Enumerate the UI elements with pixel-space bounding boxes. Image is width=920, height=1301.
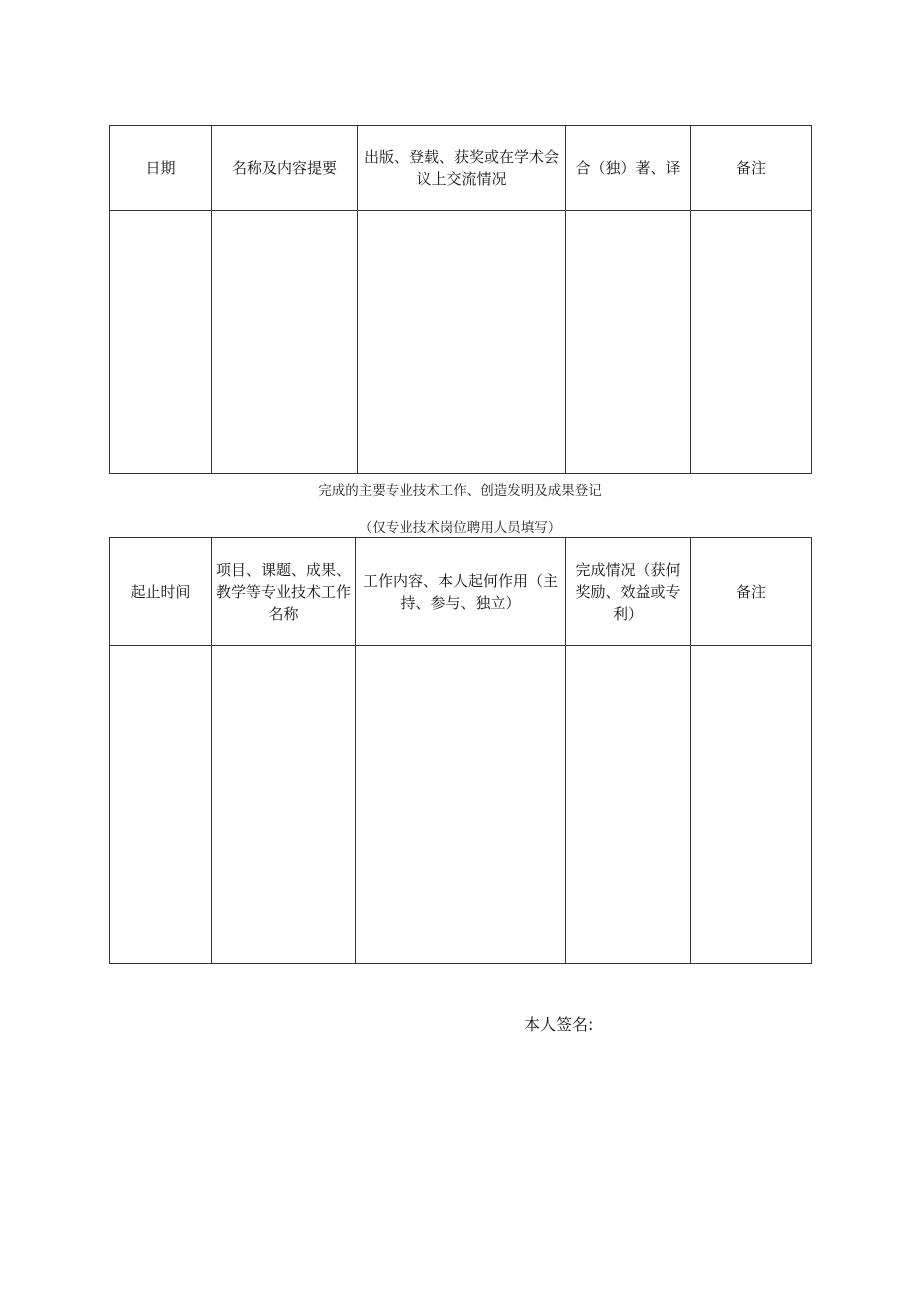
cell-project-name[interactable] [212, 646, 356, 964]
header-project-name: 项目、课题、成果、教学等专业技术工作名称 [212, 538, 356, 646]
table-header-row [110, 538, 812, 646]
cell-period[interactable] [110, 646, 212, 964]
table-header-row [110, 126, 812, 211]
cell-date[interactable] [110, 211, 212, 474]
signature-label: 本人签名: [524, 1015, 594, 1034]
header-period: 起止时间 [110, 538, 212, 646]
cell-publication-status[interactable] [358, 211, 566, 474]
cell-authorship[interactable] [566, 211, 691, 474]
cell-title-summary[interactable] [212, 211, 358, 474]
publications-table [109, 125, 812, 474]
table-row [110, 646, 812, 964]
header-publication-status: 出版、登载、获奖或在学术会议上交流情况 [358, 126, 566, 211]
header-authorship: 合（独）著、译 [566, 126, 691, 211]
header-work-role: 工作内容、本人起何作用（主持、参与、独立） [356, 538, 566, 646]
section-subtitle: （仅专业技术岗位聘用人员填写） [358, 520, 562, 536]
cell-work-role[interactable] [356, 646, 566, 964]
cell-remarks[interactable] [691, 646, 812, 964]
achievements-table [109, 537, 812, 964]
cell-remarks[interactable] [691, 211, 812, 474]
header-date: 日期 [110, 126, 212, 211]
header-completion: 完成情况（获何奖励、效益或专利） [566, 538, 691, 646]
section-title: 完成的主要专业技术工作、创造发明及成果登记 [318, 483, 602, 499]
header-remarks: 备注 [691, 126, 812, 211]
header-remarks: 备注 [691, 538, 812, 646]
cell-completion[interactable] [566, 646, 691, 964]
header-title-summary: 名称及内容提要 [212, 126, 358, 211]
table-row [110, 211, 812, 474]
